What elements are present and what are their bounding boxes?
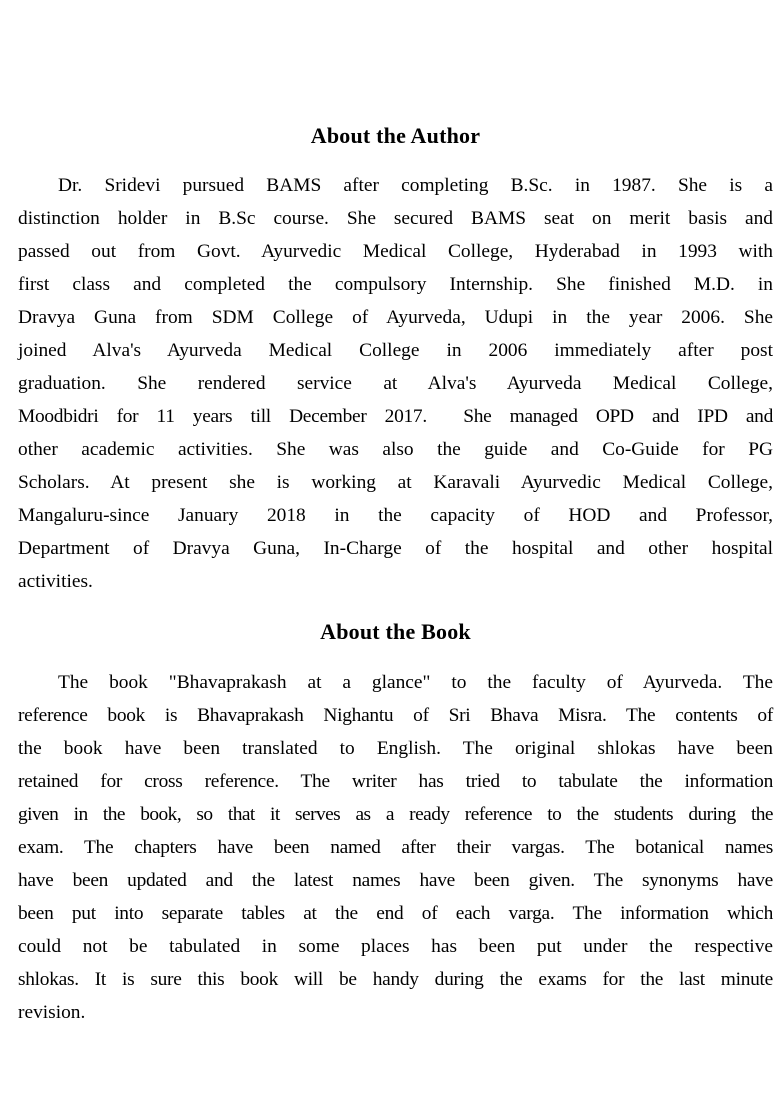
text-line: Moodbidri for 11 years till December 2017. She managed OPD and IPD and: [18, 406, 773, 428]
text-line: passed out from Govt. Ayurvedic Medical College, Hyderabad in 1993 with: [18, 241, 773, 263]
text-line: Mangaluru-since January 2018 in the capacity of HOD and Professor,: [18, 505, 773, 527]
text-line: joined Alva's Ayurveda Medical College in 2006 immediately after post: [18, 340, 773, 362]
about-the-author-paragraph: [18, 169, 773, 598]
text-line: could not be tabulated in some places has been put under the respective: [18, 935, 773, 957]
text-line: shlokas. It is sure this book will be handy during the exams for the last minute: [18, 968, 773, 990]
about-the-book-heading: About the Book: [320, 619, 471, 645]
text-line: Dr. Sridevi pursued BAMS after completing B.Sc. in 1987. She is a: [58, 175, 773, 197]
about-the-author-heading: About the Author: [310, 123, 481, 148]
text-line: have been updated and the latest names have been given. The synonyms have: [18, 869, 773, 891]
page-content: [18, 0, 773, 1029]
text-line: revision.: [18, 1001, 86, 1023]
text-line: Dravya Guna from SDM College of Ayurveda, Udupi in the year 2006. She: [18, 307, 773, 329]
text-line: first class and completed the compulsory Internship. She finished M.D. in: [18, 274, 773, 296]
text-line: been put into separate tables at the end of each varga. The information which: [18, 902, 773, 924]
about-the-book-paragraph: [18, 666, 773, 1029]
text-line: other academic activities. She was also the guide and Co-Guide for PG: [18, 439, 773, 461]
text-line: activities.: [18, 571, 93, 593]
text-line: retained for cross reference. The writer has tried to tabulate the information: [18, 770, 773, 792]
text-line: exam. The chapters have been named after their vargas. The botanical names: [18, 836, 773, 858]
text-line: Department of Dravya Guna, In-Charge of the hospital and other hospital: [18, 538, 773, 560]
text-line: given in the book, so that it serves as a ready reference to the students during the: [18, 803, 773, 825]
text-line: graduation. She rendered service at Alva's Ayurveda Medical College,: [18, 373, 773, 395]
text-line: the book have been translated to English. The original shlokas have been: [18, 737, 773, 759]
text-line: reference book is Bhavaprakash Nighantu of Sri Bhava Misra. The contents of: [18, 704, 773, 726]
text-line: The book "Bhavaprakash at a glance" to the faculty of Ayurveda. The: [58, 671, 773, 693]
text-line: Scholars. At present she is working at Karavali Ayurvedic Medical College,: [18, 472, 773, 494]
text-line: distinction holder in B.Sc course. She secured BAMS seat on merit basis and: [18, 208, 773, 230]
